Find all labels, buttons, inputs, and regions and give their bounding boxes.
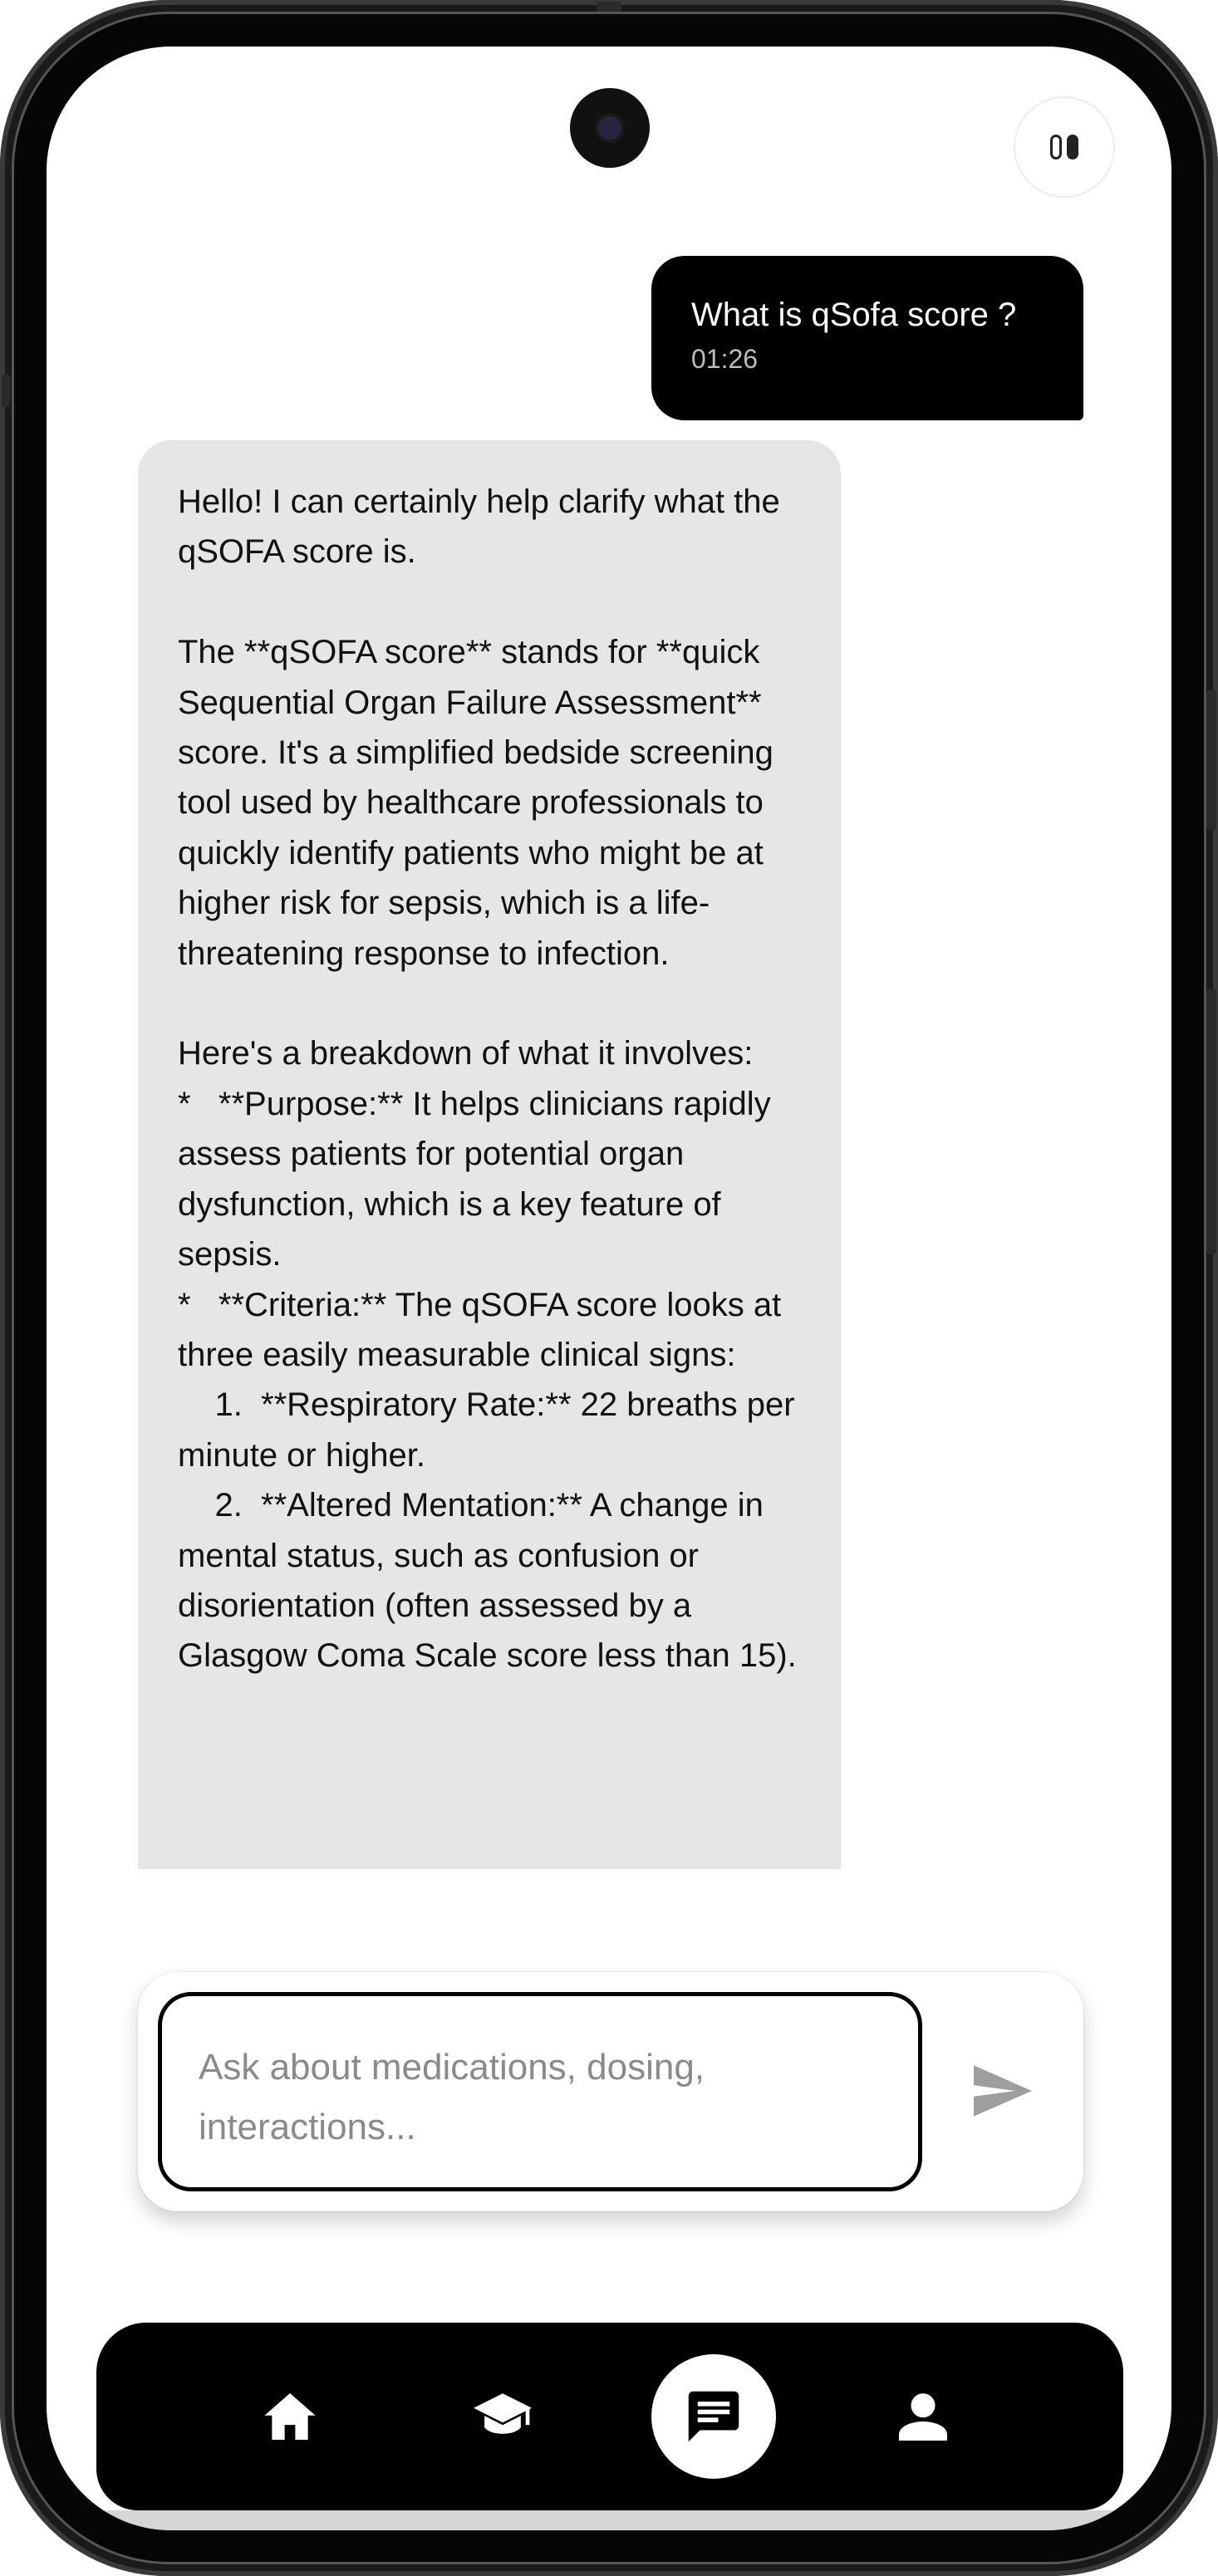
send-icon bbox=[974, 2065, 1032, 2117]
graduation-cap-icon bbox=[474, 2393, 532, 2440]
nav-chat-button[interactable] bbox=[651, 2354, 776, 2479]
nav-profile-button[interactable] bbox=[887, 2381, 959, 2452]
person-icon bbox=[899, 2392, 947, 2441]
nav-learn-button[interactable] bbox=[467, 2381, 538, 2452]
send-button[interactable] bbox=[970, 2058, 1035, 2123]
app-screen bbox=[47, 47, 1171, 2530]
message-input[interactable]: Ask about medications, dosing, interactions... bbox=[158, 1992, 922, 2191]
side-button-volume bbox=[1206, 989, 1216, 1254]
user-message-text: What is qSofa score ? bbox=[691, 297, 1017, 333]
assistant-message-text: Hello! I can certainly help clarify what the qSOFA score is. The **qSOFA score** stands for **quick Sequential Organ Failure Assessment** score. It's a simplified bedside screening tool used by healthcare professionals to quickly identify patients who might be at higher risk for sepsis, which is a life-threatening response to infection. Here's a breakdown of what it involves: * **Purpose:** It helps clinicians rapidly assess patients for potential organ dysfunction, which is a key feature of sepsis. * **Criteria:** The qSOFA score looks at three easily measurable clinical signs: 1. **Respiratory Rate:** 22 breaths per minute or higher. 2. **Altered Mentation:** A change in mental status, such as confusion or disorientation (often assessed by a Glasgow Coma Scale score less than 15). bbox=[178, 483, 797, 1675]
side-button-power bbox=[1206, 689, 1216, 831]
user-message-bubble bbox=[651, 256, 1083, 420]
pill-toggle-icon bbox=[1050, 135, 1078, 159]
user-message-time: 01:26 bbox=[691, 344, 759, 374]
nav-bar-shadow bbox=[96, 2510, 1123, 2530]
side-button-left bbox=[2, 374, 10, 407]
home-icon bbox=[264, 2393, 316, 2440]
pill-toggle-button[interactable] bbox=[1014, 96, 1115, 198]
chat-icon bbox=[686, 2389, 741, 2444]
bottom-nav-bar bbox=[96, 2323, 1123, 2510]
nav-home-button[interactable] bbox=[254, 2381, 326, 2452]
front-camera bbox=[570, 88, 650, 168]
top-notch-mark bbox=[597, 2, 621, 12]
composer-card bbox=[138, 1972, 1083, 2211]
assistant-message-bubble bbox=[138, 440, 841, 1869]
